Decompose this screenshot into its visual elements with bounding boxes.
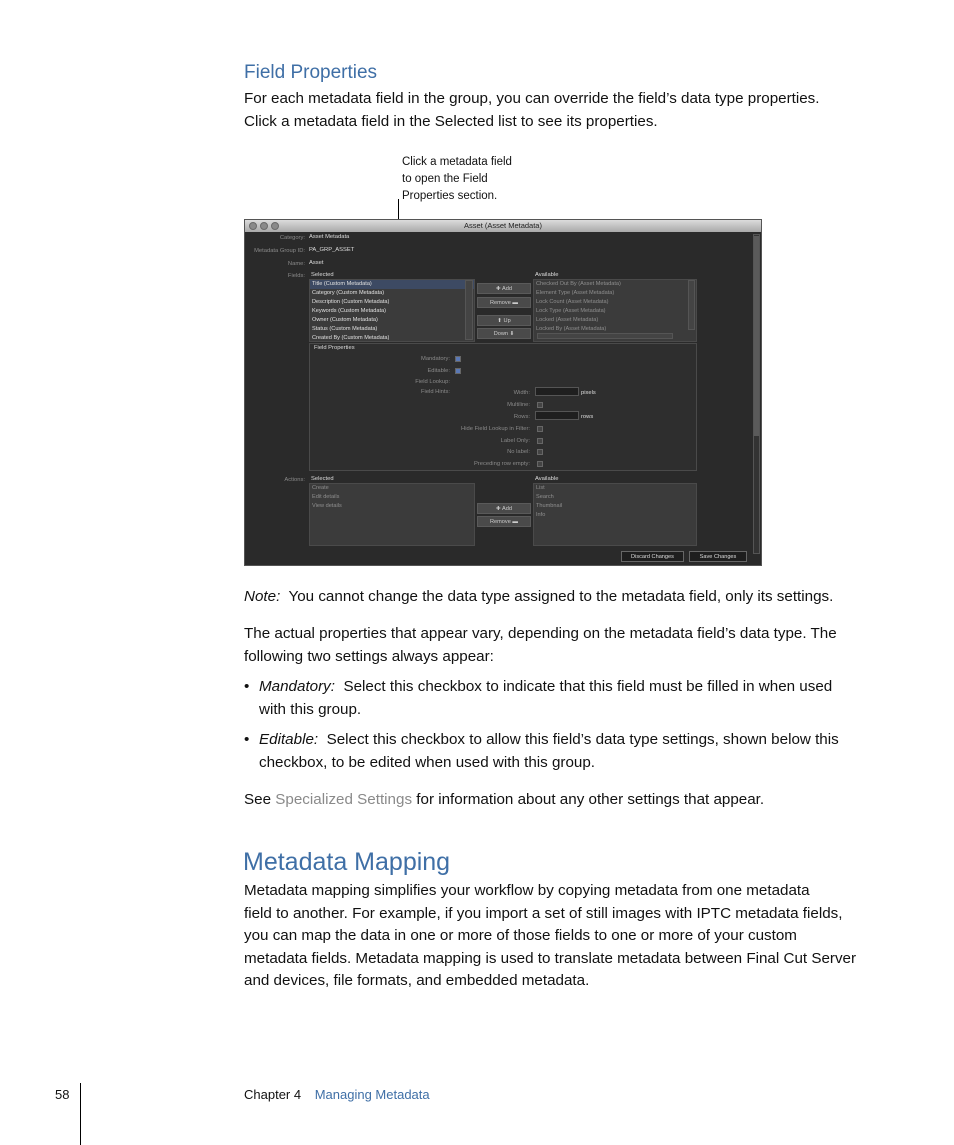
actions-label: Actions: bbox=[284, 477, 305, 483]
selected-header: Selected bbox=[311, 272, 334, 278]
list-item[interactable]: Created By (Custom Metadata) bbox=[312, 335, 390, 341]
list-item[interactable]: Info bbox=[536, 512, 546, 518]
available-list-scrollbar[interactable] bbox=[688, 280, 695, 330]
list-item[interactable]: Description (Custom Metadata) bbox=[312, 299, 390, 305]
move-down-button[interactable]: Down ⬇ bbox=[477, 328, 531, 339]
text-line: following two settings always appear: bbox=[244, 647, 494, 665]
list-item[interactable]: Status (Custom Metadata) bbox=[312, 326, 378, 332]
mandatory-label: Mandatory: bbox=[421, 356, 450, 362]
window-title: Asset (Asset Metadata) bbox=[464, 221, 542, 230]
width-label: Width: bbox=[513, 390, 530, 396]
bullet-text: checkbox, to be edited when used with this group. bbox=[259, 753, 596, 771]
text-line: Click a metadata field in the Selected list to see its properties. bbox=[244, 112, 658, 130]
list-item[interactable]: Thumbnail bbox=[536, 503, 563, 509]
text-line: For each metadata field in the group, you can override the field’s data type properties. bbox=[244, 90, 820, 107]
callout-line: Properties section. bbox=[402, 190, 498, 202]
field-lookup-label: Field Lookup: bbox=[415, 379, 450, 385]
text-line: Metadata mapping simplifies your workflow by copying metadata from one metadata bbox=[244, 882, 810, 899]
list-item bbox=[244, 676, 924, 721]
mandatory-checkbox[interactable] bbox=[455, 356, 461, 362]
window-scroll-thumb[interactable] bbox=[754, 236, 759, 436]
list-item[interactable]: Checked Out By (Asset Metadata) bbox=[536, 281, 621, 287]
preceding-row-label: Preceding row empty: bbox=[473, 461, 530, 467]
app-window-screenshot bbox=[244, 219, 762, 566]
specialized-settings-link[interactable]: Specialized Settings bbox=[275, 791, 413, 808]
width-unit: pixels bbox=[581, 390, 596, 396]
text-line: and devices, file formats, and embedded metadata. bbox=[244, 972, 590, 989]
section-heading-field-properties: Field Properties bbox=[244, 62, 378, 83]
hide-lookup-label: Hide Field Lookup in Filter: bbox=[461, 426, 530, 432]
see-suffix: for information about any other settings that appear. bbox=[416, 791, 765, 808]
label-only-label: Label Only: bbox=[500, 438, 530, 444]
no-label-label: No label: bbox=[507, 449, 530, 455]
plus-icon: ✚ bbox=[496, 286, 502, 292]
arrow-down-icon: ⬇ bbox=[508, 331, 515, 337]
selected-fields-list[interactable] bbox=[309, 279, 475, 342]
label-only-checkbox[interactable] bbox=[537, 438, 543, 444]
hide-lookup-checkbox[interactable] bbox=[537, 426, 543, 432]
field-properties-title: Field Properties bbox=[314, 345, 355, 351]
rows-unit: rows bbox=[581, 414, 594, 420]
list-item[interactable]: Locked By (Asset Metadata) bbox=[536, 326, 607, 332]
callout-line: to open the Field bbox=[402, 173, 488, 185]
bullet-text: Select this checkbox to allow this field’s data type settings, shown below this bbox=[326, 731, 839, 748]
bullet-term: Editable: bbox=[259, 731, 319, 748]
list-item[interactable]: Search bbox=[536, 494, 554, 500]
list-item[interactable]: Category (Custom Metadata) bbox=[312, 290, 385, 296]
text-line: metadata fields. Metadata mapping is used to translate metadata between Final Cut Server bbox=[244, 949, 857, 967]
list-item[interactable]: Create bbox=[312, 485, 329, 491]
rows-label: Rows: bbox=[513, 414, 530, 420]
note-text: You cannot change the data type assigned to the metadata field, only its settings. bbox=[288, 588, 834, 605]
plus-icon: ✚ bbox=[496, 506, 502, 512]
list-item[interactable]: Edit details bbox=[312, 494, 340, 500]
screenshot-callout bbox=[402, 154, 512, 205]
chapter-title: Managing Metadata bbox=[314, 1087, 430, 1102]
actions-selected-list[interactable] bbox=[309, 483, 475, 546]
remove-action-button[interactable]: Remove ▬ bbox=[477, 516, 531, 527]
list-item[interactable]: Locked (Asset Metadata) bbox=[536, 317, 599, 323]
actions-available-list[interactable] bbox=[533, 483, 697, 546]
page-number: 58 bbox=[55, 1087, 70, 1102]
bullet-text: Select this checkbox to indicate that this field must be filled in when used bbox=[343, 678, 833, 695]
move-up-button[interactable]: ⬆ Up bbox=[477, 315, 531, 326]
minus-icon: ▬ bbox=[510, 300, 518, 306]
see-prefix: See bbox=[244, 791, 272, 808]
name-label: Name: bbox=[287, 261, 305, 267]
category-label: Category: bbox=[279, 235, 305, 241]
list-item[interactable]: Title (Custom Metadata) bbox=[310, 280, 474, 289]
field-hints-label: Field Hints: bbox=[421, 389, 450, 395]
list-item[interactable]: Keywords (Custom Metadata) bbox=[312, 308, 386, 314]
text-line: you can map the data in one or more of those fields to one or more of your custom bbox=[244, 927, 797, 944]
list-item[interactable]: View details bbox=[312, 503, 342, 509]
list-item[interactable]: List bbox=[536, 485, 545, 491]
metadata-mapping-paragraph bbox=[244, 880, 934, 993]
footer-divider bbox=[80, 1083, 81, 1145]
list-item[interactable]: Element Type (Asset Metadata) bbox=[536, 290, 615, 296]
selected-list-scrollbar[interactable] bbox=[465, 280, 473, 340]
multiline-checkbox[interactable] bbox=[537, 402, 543, 408]
add-field-button[interactable]: ✚ Add bbox=[477, 283, 531, 294]
actions-selected-header: Selected bbox=[311, 476, 334, 482]
no-label-checkbox[interactable] bbox=[537, 449, 543, 455]
fields-label: Fields: bbox=[287, 273, 305, 279]
group-id-label: Metadata Group ID: bbox=[254, 248, 305, 254]
text-line: field to another. For example, if you import a set of still images with IPTC metadata fields, bbox=[244, 904, 843, 922]
list-item bbox=[244, 729, 924, 774]
list-item[interactable]: Lock Count (Asset Metadata) bbox=[536, 299, 609, 305]
minus-icon: ▬ bbox=[510, 519, 518, 525]
see-also-line bbox=[244, 789, 924, 812]
field-properties-panel bbox=[309, 343, 697, 471]
group-id-value: PA_GRP_ASSET bbox=[309, 247, 355, 253]
category-value: Asset Metadata bbox=[309, 234, 350, 240]
window-titlebar bbox=[245, 220, 761, 232]
bullet-term: Mandatory: bbox=[259, 678, 335, 695]
available-list-hscroll[interactable] bbox=[537, 333, 673, 339]
list-item[interactable]: Owner (Custom Metadata) bbox=[312, 317, 378, 323]
name-value: Asset bbox=[309, 260, 324, 266]
properties-paragraph bbox=[244, 623, 924, 668]
callout-line: Click a metadata field bbox=[402, 156, 512, 168]
add-action-button[interactable]: ✚ Add bbox=[477, 503, 531, 514]
footer-chapter bbox=[244, 1087, 430, 1102]
discard-changes-button[interactable]: Discard Changes bbox=[621, 551, 684, 562]
editable-checkbox[interactable] bbox=[455, 368, 461, 374]
section-heading-metadata-mapping: Metadata Mapping bbox=[243, 848, 451, 876]
editable-label: Editable: bbox=[427, 368, 450, 374]
text-line: The actual properties that appear vary, depending on the metadata field’s data type. The bbox=[244, 625, 837, 642]
actions-available-header: Available bbox=[535, 476, 559, 482]
note-label: Note: bbox=[244, 588, 281, 605]
rows-input[interactable] bbox=[535, 411, 579, 420]
bullet-text: with this group. bbox=[259, 700, 362, 718]
arrow-up-icon: ⬆ bbox=[497, 318, 504, 324]
save-changes-button[interactable]: Save Changes bbox=[689, 551, 747, 562]
settings-bullet-list bbox=[244, 676, 924, 782]
multiline-label: Multiline: bbox=[507, 402, 530, 408]
preceding-row-checkbox[interactable] bbox=[537, 461, 543, 467]
section-intro bbox=[244, 88, 924, 133]
list-item[interactable]: Lock Type (Asset Metadata) bbox=[536, 308, 606, 314]
note-paragraph bbox=[244, 586, 924, 609]
width-input[interactable] bbox=[535, 387, 579, 396]
available-header: Available bbox=[535, 272, 559, 278]
chapter-number: Chapter 4 bbox=[244, 1087, 302, 1102]
remove-field-button[interactable]: Remove ▬ bbox=[477, 297, 531, 308]
